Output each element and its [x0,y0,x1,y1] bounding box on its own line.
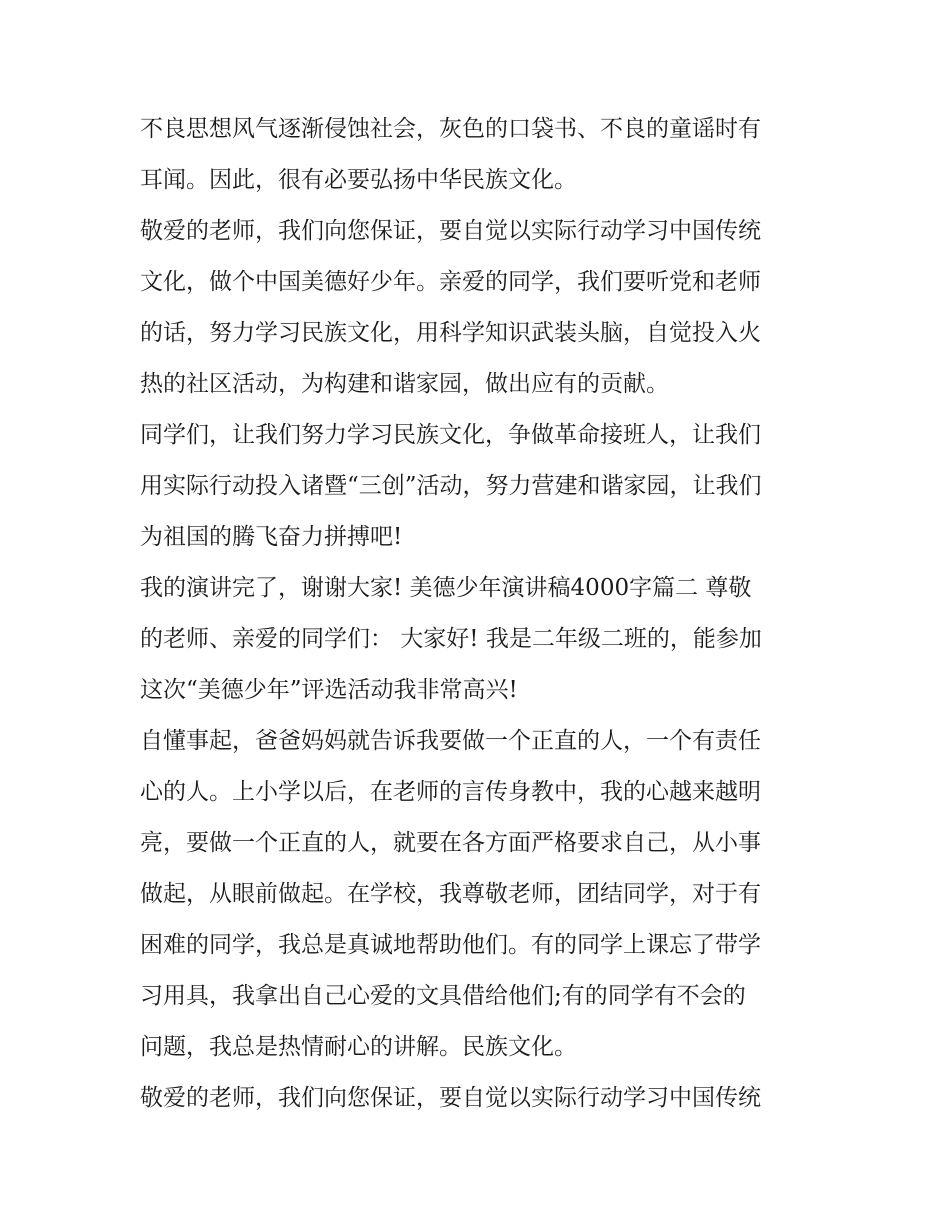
text-line: 不良思想风气逐渐侵蚀社会，灰色的口袋书、不良的童谣时有 [140,116,761,142]
text-line: 为祖国的腾飞奋力拼搏吧! [140,524,403,550]
text-line: 同学们，让我们努力学习民族文化，争做革命接班人，让我们 [140,422,761,448]
text-line: 这次“美德少年”评选活动我非常高兴! [140,677,518,703]
text-line: 问题，我总是热情耐心的讲解。民族文化。 [140,1034,577,1060]
text-line: 我的演讲完了，谢谢大家! 美德少年演讲稿4000字篇二 尊敬 [140,575,752,601]
text-line: 的话，努力学习民族文化，用科学知识武装头脑，自觉投入火 [140,320,761,346]
text-line: 做起，从眼前做起。在学校，我尊敬老师，团结同学，对于有 [140,881,761,907]
text-line: 的老师、亲爱的同学们： 大家好! 我是二年级二班的，能参加 [140,626,762,652]
text-line: 亮，要做一个正直的人，就要在各方面严格要求自己，从小事 [140,830,761,856]
text-line: 自懂事起，爸爸妈妈就告诉我要做一个正直的人，一个有责任 [140,728,761,754]
text-line: 热的社区活动，为构建和谐家园，做出应有的贡献。 [140,371,669,397]
text-line: 用实际行动投入诸暨“三创”活动，努力营建和谐家园，让我们 [140,473,762,499]
text-line: 习用具，我拿出自己心爱的文具借给他们;有的同学有不会的 [140,983,746,1009]
text-line: 困难的同学，我总是真诚地帮助他们。有的同学上课忘了带学 [140,932,761,958]
text-line: 敬爱的老师，我们向您保证，要自觉以实际行动学习中国传统 [140,218,761,244]
text-line: 心的人。上小学以后，在老师的言传身教中，我的心越来越明 [140,779,761,805]
text-line: 耳闻。因此，很有必要弘扬中华民族文化。 [140,167,577,193]
text-line: 敬爱的老师，我们向您保证，要自觉以实际行动学习中国传统 [140,1085,761,1111]
text-line: 文化，做个中国美德好少年。亲爱的同学，我们要听党和老师 [140,269,761,295]
